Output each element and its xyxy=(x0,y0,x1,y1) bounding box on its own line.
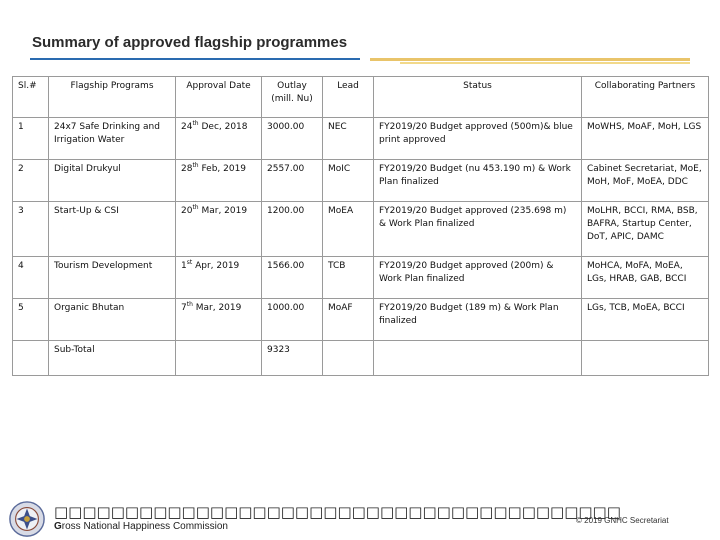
cell-outlay: 1000.00 xyxy=(262,299,323,341)
programmes-table xyxy=(12,76,709,376)
cell-lead: NEC xyxy=(323,118,374,160)
cell-program: Digital Drukyul xyxy=(49,160,176,202)
header-status: Status xyxy=(374,77,582,118)
cell-status: FY2019/20 Budget (189 m) & Work Plan finalized xyxy=(374,299,582,341)
title-underline xyxy=(30,58,690,65)
cell-program: Tourism Development xyxy=(49,257,176,299)
subtotal-row xyxy=(13,341,709,376)
table-row xyxy=(13,202,709,257)
table-row xyxy=(13,299,709,341)
dzongkha-org-name: □□□□□□□□□□□□□□□□□□□□□□□□□□□□□□□□□□□□□□□□ xyxy=(54,503,621,521)
header-lead: Lead xyxy=(323,77,374,118)
cell-date: 20th Mar, 2019 xyxy=(176,202,262,257)
gnhc-emblem-icon xyxy=(8,500,46,538)
cell-date: 28th Feb, 2019 xyxy=(176,160,262,202)
cell-outlay: 2557.00 xyxy=(262,160,323,202)
cell-lead: MoEA xyxy=(323,202,374,257)
header-outlay: Outlay (mill. Nu) xyxy=(262,77,323,118)
cell-program: 24x7 Safe Drinking and Irrigation Water xyxy=(49,118,176,160)
cell-sl: 2 xyxy=(13,160,49,202)
cell-outlay: 1200.00 xyxy=(262,202,323,257)
header-sl: Sl.# xyxy=(13,77,49,118)
cell-status: FY2019/20 Budget approved (200m) & Work Plan finalized xyxy=(374,257,582,299)
cell-lead: MoIC xyxy=(323,160,374,202)
cell-lead: TCB xyxy=(323,257,374,299)
cell-status: FY2019/20 Budget (nu 453.190 m) & Work Plan finalized xyxy=(374,160,582,202)
cell-outlay: 3000.00 xyxy=(262,118,323,160)
cell-status: FY2019/20 Budget approved (235.698 m) & Work Plan finalized xyxy=(374,202,582,257)
cell-program: Start-Up & CSI xyxy=(49,202,176,257)
table-row xyxy=(13,257,709,299)
cell-partners: LGs, TCB, MoEA, BCCI xyxy=(582,299,709,341)
cell-sl: 4 xyxy=(13,257,49,299)
copyright-text: © 2019 GNHC Secretariat xyxy=(576,516,669,525)
cell-lead: MoAF xyxy=(323,299,374,341)
cell-date-empty xyxy=(176,341,262,376)
header-partners: Collaborating Partners xyxy=(582,77,709,118)
cell-date: 1st Apr, 2019 xyxy=(176,257,262,299)
cell-status-empty xyxy=(374,341,582,376)
cell-partners: MoHCA, MoFA, MoEA, LGs, HRAB, GAB, BCCI xyxy=(582,257,709,299)
cell-date: 24th Dec, 2018 xyxy=(176,118,262,160)
table-header-row xyxy=(13,77,709,118)
header-program: Flagship Programs xyxy=(49,77,176,118)
cell-date: 7th Mar, 2019 xyxy=(176,299,262,341)
cell-partners: MoWHS, MoAF, MoH, LGS xyxy=(582,118,709,160)
subtotal-value: 9323 xyxy=(262,341,323,376)
table-row xyxy=(13,160,709,202)
cell-outlay: 1566.00 xyxy=(262,257,323,299)
cell-partners: MoLHR, BCCI, RMA, BSB, BAFRA, Startup Center, DoT, APIC, DAMC xyxy=(582,202,709,257)
page-title: Summary of approved flagship programmes xyxy=(32,34,348,51)
cell-sl-empty xyxy=(13,341,49,376)
subtotal-label: Sub-Total xyxy=(49,341,176,376)
header-date: Approval Date xyxy=(176,77,262,118)
cell-sl: 5 xyxy=(13,299,49,341)
org-name: Gross National Happiness Commission xyxy=(54,521,228,532)
cell-sl: 1 xyxy=(13,118,49,160)
cell-partners: Cabinet Secretariat, MoE, MoH, MoF, MoEA, DDC xyxy=(582,160,709,202)
cell-status: FY2019/20 Budget approved (500m)& blue print approved xyxy=(374,118,582,160)
cell-lead-empty xyxy=(323,341,374,376)
table-row xyxy=(13,118,709,160)
cell-program: Organic Bhutan xyxy=(49,299,176,341)
cell-sl: 3 xyxy=(13,202,49,257)
cell-partners-empty xyxy=(582,341,709,376)
